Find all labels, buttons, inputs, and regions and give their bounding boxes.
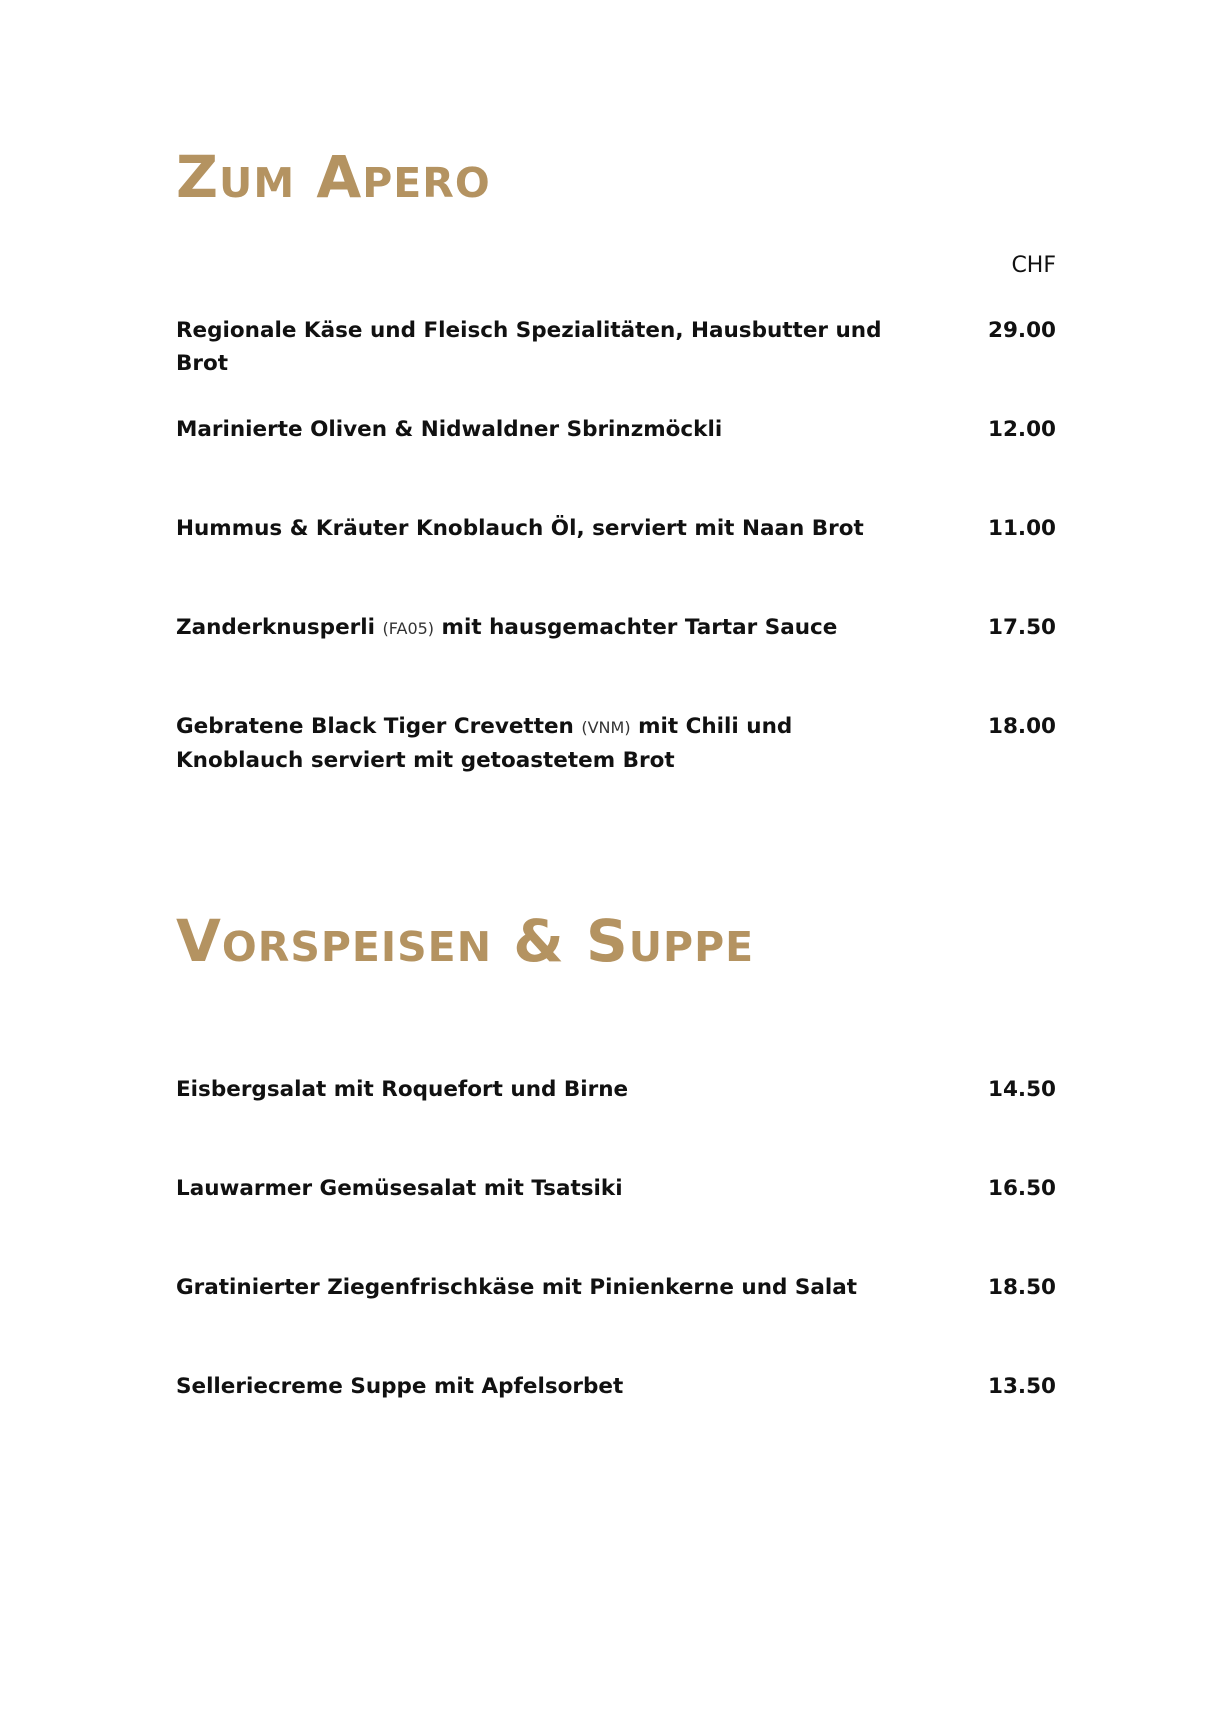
item-price: 18.00 bbox=[987, 714, 1056, 739]
item-name-part: Zanderknusperli bbox=[176, 615, 376, 640]
item-price: 12.00 bbox=[987, 417, 1056, 442]
item-name-part: mit hausgemachter Tartar Sauce bbox=[441, 615, 838, 640]
item-name: Marinierte Oliven & Nidwaldner Sbrinzmöckli bbox=[176, 417, 723, 442]
item-name: Selleriecreme Suppe mit Apfelsorbet bbox=[176, 1374, 624, 1399]
menu-item bbox=[176, 512, 1056, 545]
menu-item bbox=[176, 1271, 1056, 1304]
item-name bbox=[176, 611, 936, 645]
menu-item bbox=[176, 710, 1056, 777]
item-name-part: Gebratene Black Tiger Crevetten bbox=[176, 714, 574, 739]
item-price: 14.50 bbox=[987, 1077, 1056, 1102]
menu-page bbox=[176, 0, 1056, 1728]
currency-label: CHF bbox=[1011, 253, 1056, 278]
menu-item bbox=[176, 413, 1056, 446]
item-price: 29.00 bbox=[987, 318, 1056, 343]
menu-item bbox=[176, 1172, 1056, 1205]
item-name: Gratinierter Ziegenfrischkäse mit Pinienkerne und Salat bbox=[176, 1275, 858, 1300]
item-name: Hummus & Kräuter Knoblauch Öl, serviert mit Naan Brot bbox=[176, 516, 864, 541]
item-price: 17.50 bbox=[987, 615, 1056, 640]
item-name-part: mit Chili und Knoblauch serviert mit getoastetem Brot bbox=[176, 714, 793, 773]
item-price: 11.00 bbox=[987, 516, 1056, 541]
item-price: 16.50 bbox=[987, 1176, 1056, 1201]
menu-item bbox=[176, 314, 1056, 380]
item-origin-code: (FA05) bbox=[382, 619, 435, 638]
item-name: Regionale Käse und Fleisch Spezialitäten, Hausbutter und Brot bbox=[176, 318, 882, 376]
item-price: 13.50 bbox=[987, 1374, 1056, 1399]
menu-item bbox=[176, 1073, 1056, 1106]
item-name bbox=[176, 710, 916, 777]
section-title-vorspeisen: Vorspeisen & Suppe bbox=[176, 907, 755, 975]
item-price: 18.50 bbox=[987, 1275, 1056, 1300]
item-name: Eisbergsalat mit Roquefort und Birne bbox=[176, 1077, 629, 1102]
menu-item bbox=[176, 1370, 1056, 1403]
menu-item bbox=[176, 611, 1056, 645]
item-name: Lauwarmer Gemüsesalat mit Tsatsiki bbox=[176, 1176, 623, 1201]
section-title-apero: Zum Apero bbox=[176, 143, 491, 211]
item-origin-code: (VNM) bbox=[581, 718, 631, 737]
